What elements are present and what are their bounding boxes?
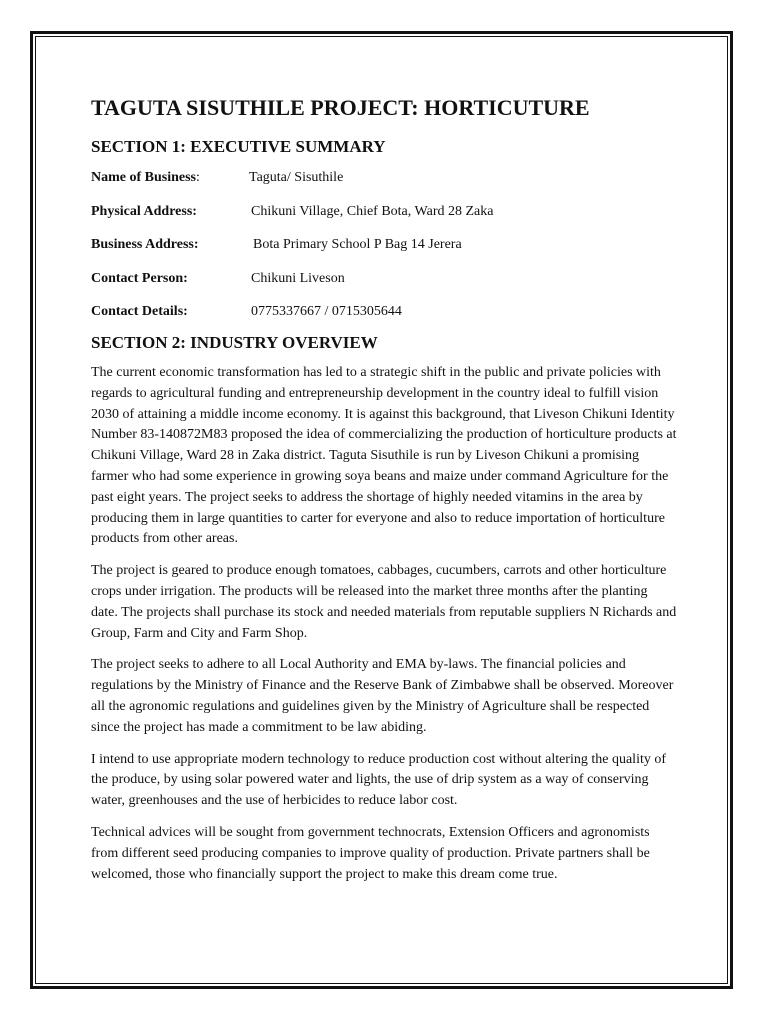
detail-row-business-name xyxy=(91,169,677,203)
paragraph: The current economic transformation has led to a strategic shift in the public and private policies with regards to agricultural funding and entrepreneurship development in the country ideal to fulfill vision 2030 of attaining a middle income economy. It is against this background, that Liveson Chikuni Identity Number 83-140872M83 proposed the idea of commercializing the production of horticulture products at Chikuni Village, Ward 28 in Zaka district. Taguta Sisuthile is run by Liveson Chikuni a promising farmer who had some experience in growing soya beans and maize under command Agriculture for the past eight years. The project seeks to address the shortage of highly needed vitamins in the area by producing them in large quantities to carter for everyone and also to reduce importation of horticulture products from other areas. xyxy=(91,365,677,547)
paragraph: I intend to use appropriate modern technology to reduce production cost without altering the quality of the produce, by using solar powered water and lights, the use of drip system as a way of conserving water, greenhouses and the use of herbicides to reduce labor cost. xyxy=(91,751,667,809)
detail-label: Business Address: xyxy=(91,237,199,252)
industry-overview-body xyxy=(91,363,677,885)
document-content xyxy=(91,92,677,885)
section-1-heading: SECTION 1: EXECUTIVE SUMMARY xyxy=(91,137,386,156)
detail-label: Contact Details: xyxy=(91,304,188,319)
detail-label: Contact Person: xyxy=(91,270,188,286)
detail-value: Bota Primary School P Bag 14 Jerera xyxy=(253,237,462,252)
detail-value: Taguta/ Sisuthile xyxy=(249,170,344,185)
detail-value: Chikuni Village, Chief Bota, Ward 28 Zaka xyxy=(251,203,494,219)
document-title: TAGUTA SISUTHILE PROJECT: HORTICUTURE xyxy=(91,95,590,120)
paragraph: Technical advices will be sought from government technocrats, Extension Officers and agronomists from different seed producing companies to improve quality of production. Private partners shall be welcomed, those who financially support the project to make this dream come true. xyxy=(91,824,650,882)
detail-value: Chikuni Liveson xyxy=(251,270,345,286)
paragraph: The project is geared to produce enough tomatoes, cabbages, cucumbers, carrots and other horticulture crops under irrigation. The products will be released into the market three months after the planting date. The projects shall purchase its stock and needed materials from reputable suppliers N Richards and Group, Farm and City and Farm Shop. xyxy=(91,563,677,641)
detail-label: Physical Address: xyxy=(91,203,197,219)
detail-value: 0775337667 / 0715305644 xyxy=(251,304,402,319)
detail-row-business-address xyxy=(91,236,677,270)
business-details xyxy=(91,169,677,329)
section-2-heading: SECTION 2: INDUSTRY OVERVIEW xyxy=(91,333,378,352)
detail-row-physical-address xyxy=(91,203,677,237)
detail-label: Name of Business: xyxy=(91,170,200,185)
detail-row-contact-person xyxy=(91,270,677,304)
paragraph: The project seeks to adhere to all Local Authority and EMA by-laws. The financial policies and regulations by the Ministry of Finance and the Reserve Bank of Zimbabwe shall be observed. Moreover all the agronomic regulations and guidelines given by the Ministry of Agriculture shall be respected since the project has made a commitment to be law abiding. xyxy=(91,657,674,735)
detail-row-contact-details xyxy=(91,303,677,329)
